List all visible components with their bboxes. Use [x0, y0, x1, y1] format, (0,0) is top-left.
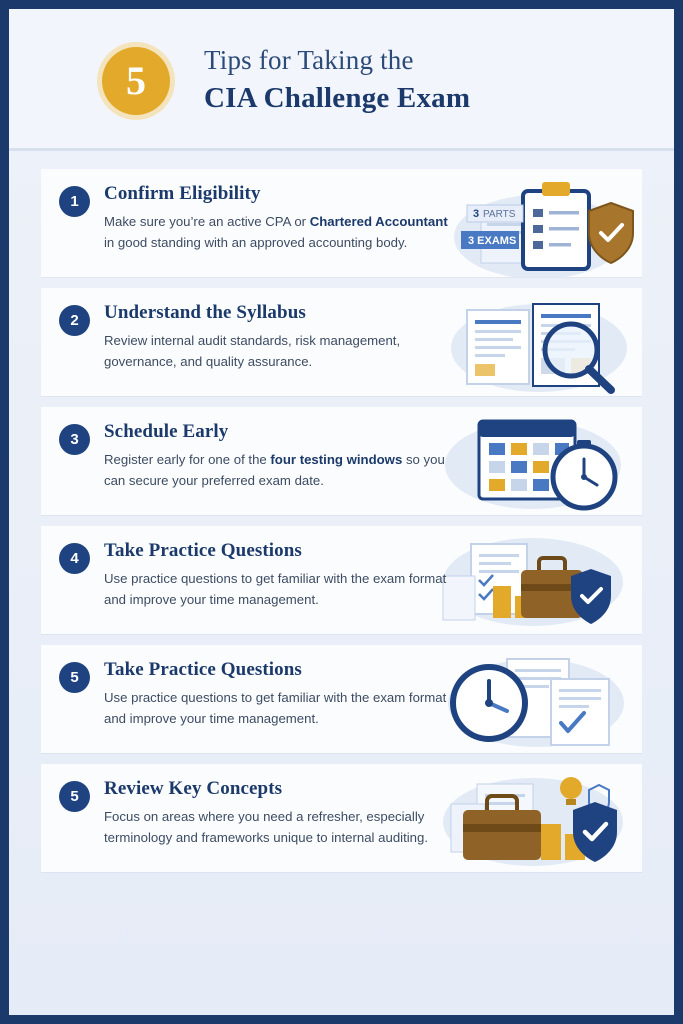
svg-text:3 EXAMS: 3 EXAMS	[468, 235, 517, 247]
tip-desc-pre: Register early for one of the	[104, 452, 271, 467]
poster-footer-space	[9, 892, 674, 922]
tip-number-badge: 4	[59, 543, 90, 574]
svg-text:3: 3	[473, 208, 480, 220]
tip-description	[104, 211, 454, 254]
header-title-line2: CIA Challenge Exam	[204, 81, 471, 114]
tip-desc-post: in good standing with an approved accounting body.	[104, 235, 408, 251]
header-number-badge	[102, 47, 170, 115]
tip-body	[104, 540, 454, 611]
tip-description	[104, 449, 454, 492]
tip-body	[104, 421, 454, 492]
tip-desc-pre: Review internal audit standards, risk management, governance, and quality assurance.	[104, 333, 401, 370]
tip-desc-pre: Make sure you’re an active CPA or	[104, 214, 310, 229]
tip-title: Take Practice Questions	[104, 659, 302, 680]
svg-text:PARTS: PARTS	[483, 209, 516, 220]
tip-description	[104, 806, 454, 849]
tip-card-2	[41, 288, 642, 396]
tip-desc-bold: Chartered Accountant	[309, 214, 448, 229]
tip-card-4	[41, 526, 642, 634]
tip-number-badge: 5	[59, 781, 90, 812]
tip-body	[104, 778, 454, 849]
tip-title: Confirm Eligibility	[104, 183, 261, 204]
tip-title: Understand the Syllabus	[104, 302, 306, 323]
tip-card-6	[41, 764, 642, 872]
tip-body	[104, 302, 454, 373]
header-text-block	[204, 45, 470, 115]
tip-desc-pre: Focus on areas where you need a refresher, especially terminology and frameworks unique to internal auditing.	[104, 809, 429, 846]
tip-number-badge: 3	[59, 424, 90, 455]
tip-number-badge: 1	[59, 186, 90, 217]
tips-list	[9, 151, 674, 892]
tip-card-3	[41, 407, 642, 515]
tip-body	[104, 659, 454, 730]
tip-body	[104, 183, 454, 254]
tip-desc-pre: Use practice questions to get familiar with the exam format and improve your time management.	[104, 690, 447, 727]
header-title-line1: Tips for Taking the	[204, 44, 414, 75]
tip-card-1	[41, 169, 642, 277]
tip-description	[104, 568, 454, 611]
tip-description	[104, 330, 454, 373]
tip-desc-post: so you can secure your preferred exam date.	[104, 452, 445, 489]
tip-title: Take Practice Questions	[104, 540, 302, 561]
tip-desc-bold: four testing windows	[270, 452, 403, 467]
tip-title: Schedule Early	[104, 421, 229, 442]
tip-description	[104, 687, 454, 730]
poster-inner	[9, 9, 674, 1015]
tip-number-badge: 5	[59, 662, 90, 693]
header-badge-number: 5	[126, 58, 146, 103]
tip-number-badge: 2	[59, 305, 90, 336]
tip-title: Review Key Concepts	[104, 778, 283, 799]
tip-desc-pre: Use practice questions to get familiar with the exam format and improve your time management.	[104, 571, 447, 608]
tip-card-5	[41, 645, 642, 753]
poster-header	[9, 9, 674, 151]
